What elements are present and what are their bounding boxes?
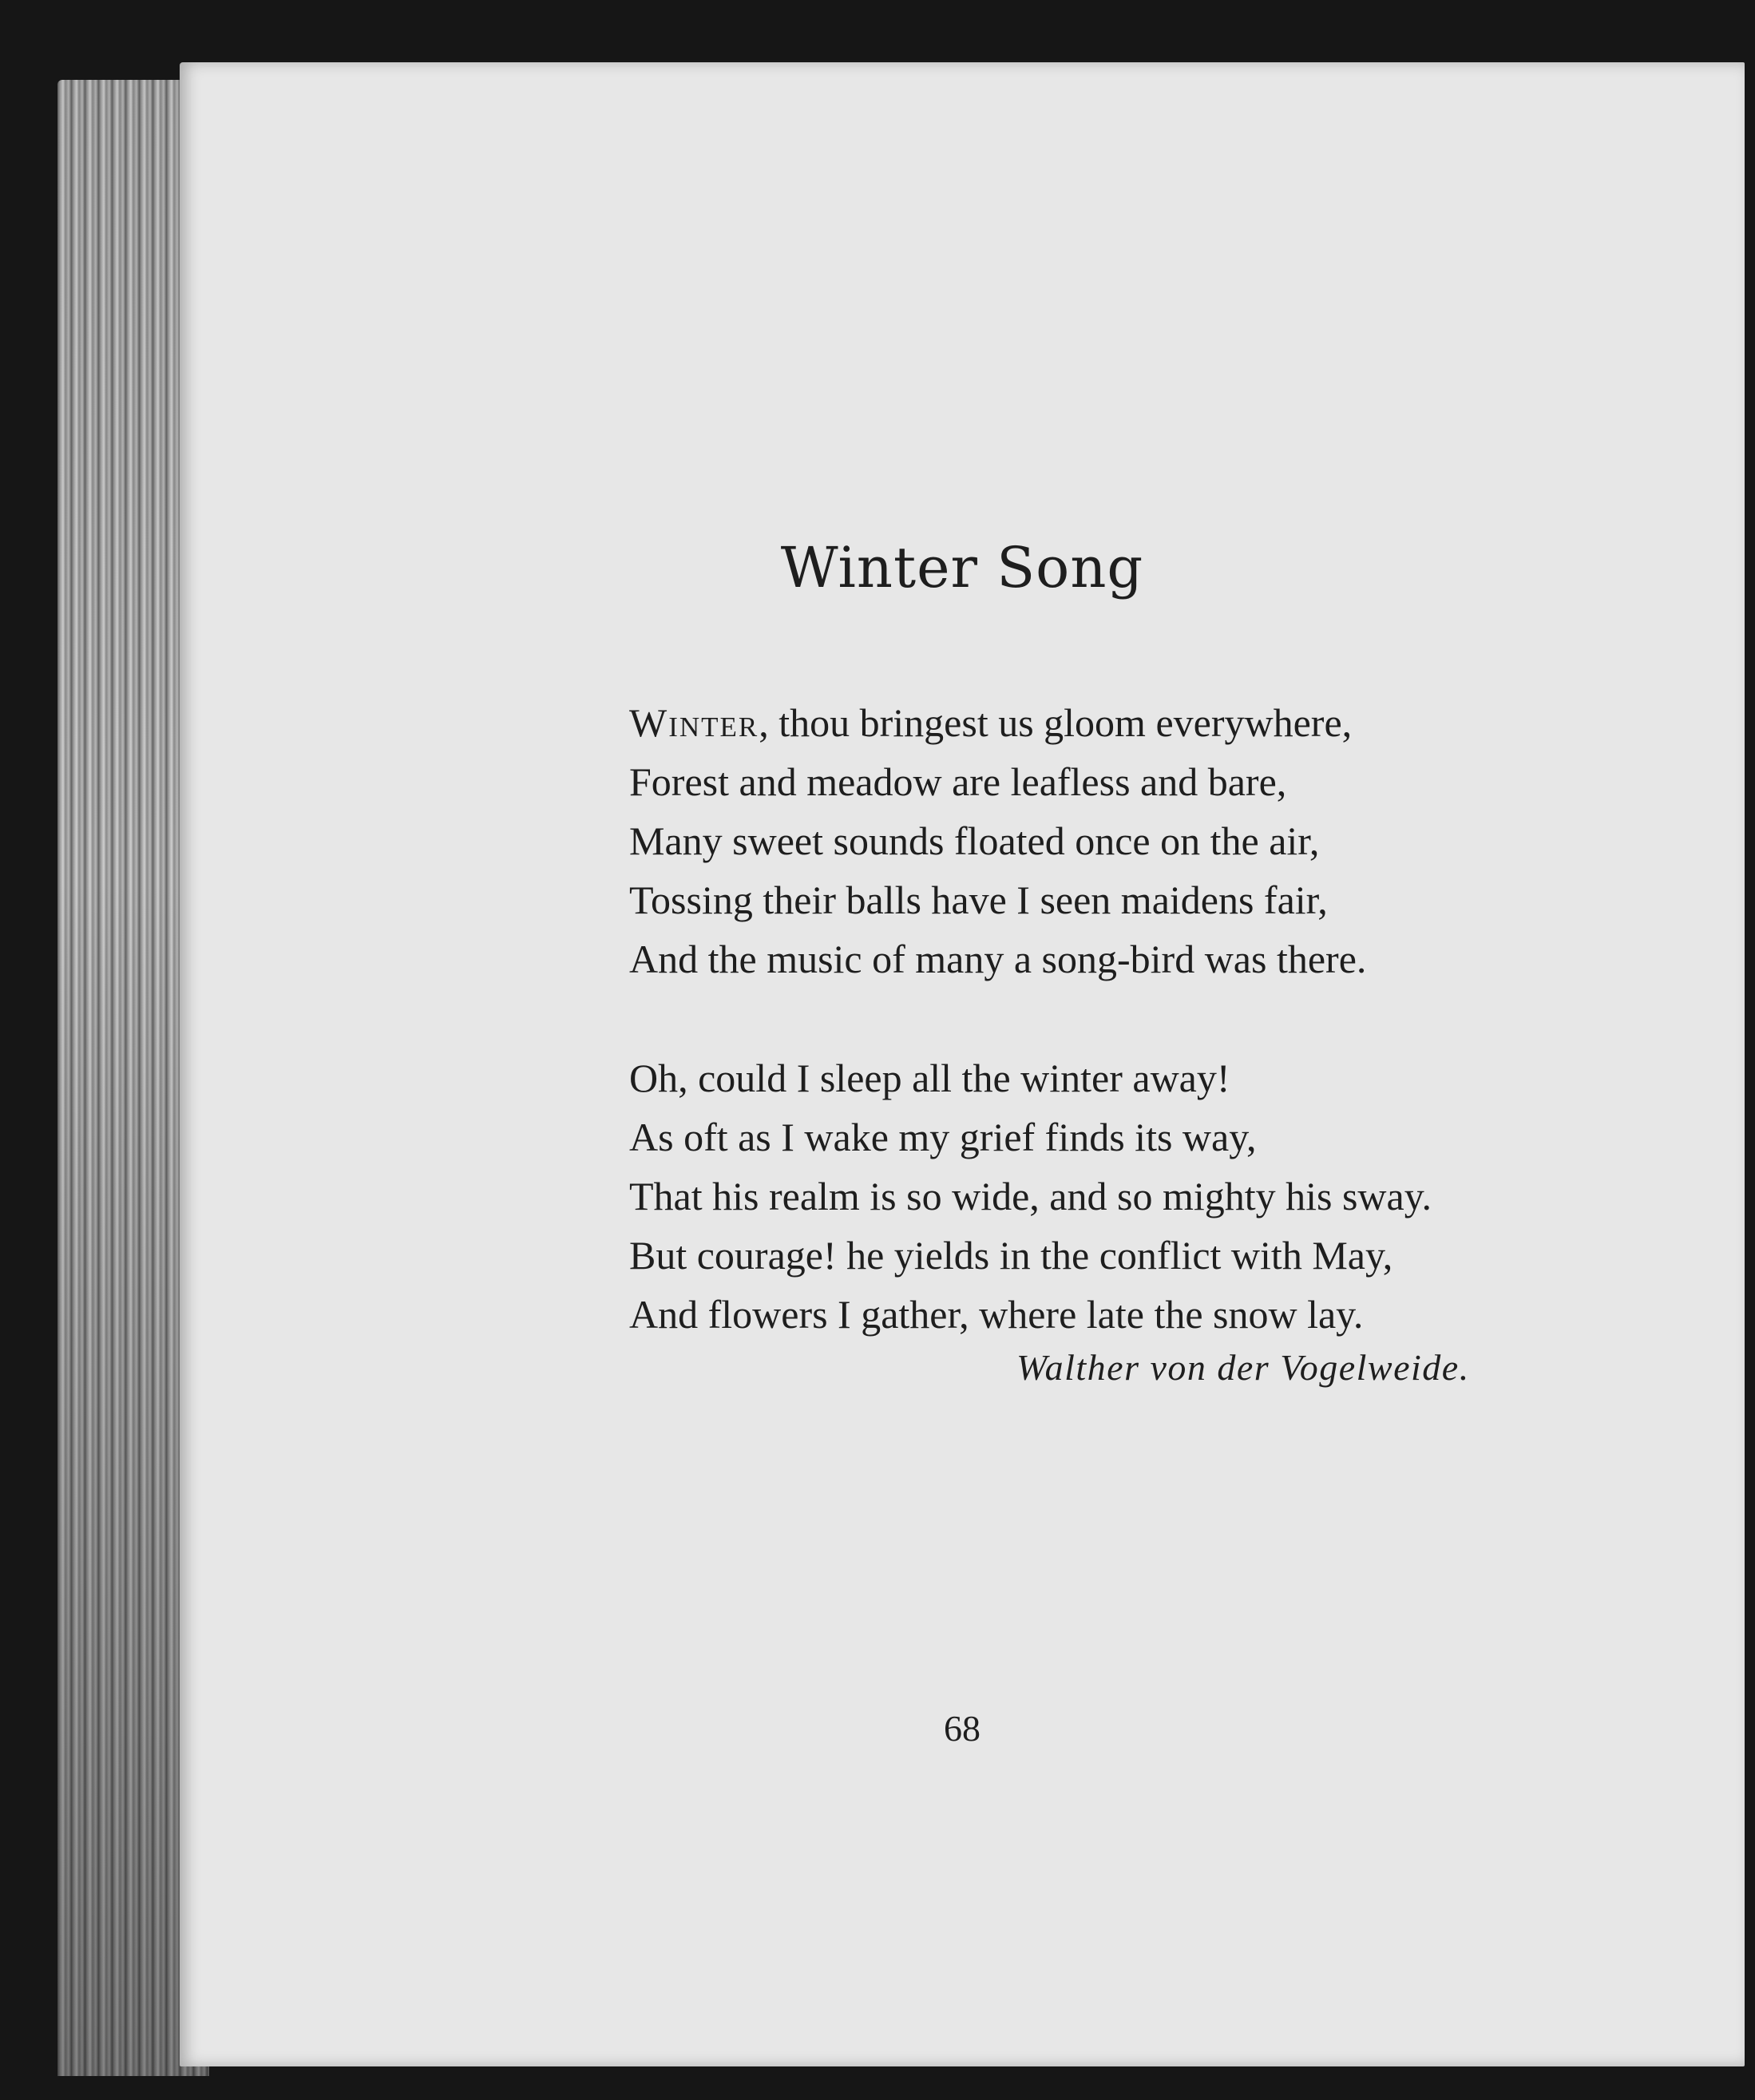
book-page (180, 62, 1745, 2066)
line-text: , thou bringest us gloom everywhere, (759, 700, 1353, 745)
poem-line: And the music of many a song-bird was there. (629, 937, 1367, 981)
drop-word: Winter (629, 700, 759, 745)
poem-line: Forest and meadow are leafless and bare, (629, 759, 1287, 804)
poem-body (629, 693, 1747, 1344)
poem-line: Tossing their balls have I seen maidens fair, (629, 878, 1328, 922)
poem-attribution: Walther von der Vogelweide. (1016, 1347, 1470, 1388)
stanza-2 (629, 1048, 1747, 1344)
poem-line: As oft as I wake my grief finds its way, (629, 1115, 1257, 1159)
poem-line: And flowers I gather, where late the snow lay. (629, 1292, 1364, 1337)
page-number: 68 (944, 1708, 981, 1749)
poem-line: But courage! he yields in the conflict with May, (629, 1233, 1393, 1278)
stanza-1 (629, 693, 1747, 989)
poem-title: Winter Song (780, 535, 1144, 600)
poem-line: Oh, could I sleep all the winter away! (629, 1056, 1230, 1100)
poem-line (629, 693, 1747, 752)
poem-line: Many sweet sounds floated once on the air, (629, 818, 1320, 863)
poem-line: That his realm is so wide, and so mighty his sway. (629, 1174, 1432, 1218)
